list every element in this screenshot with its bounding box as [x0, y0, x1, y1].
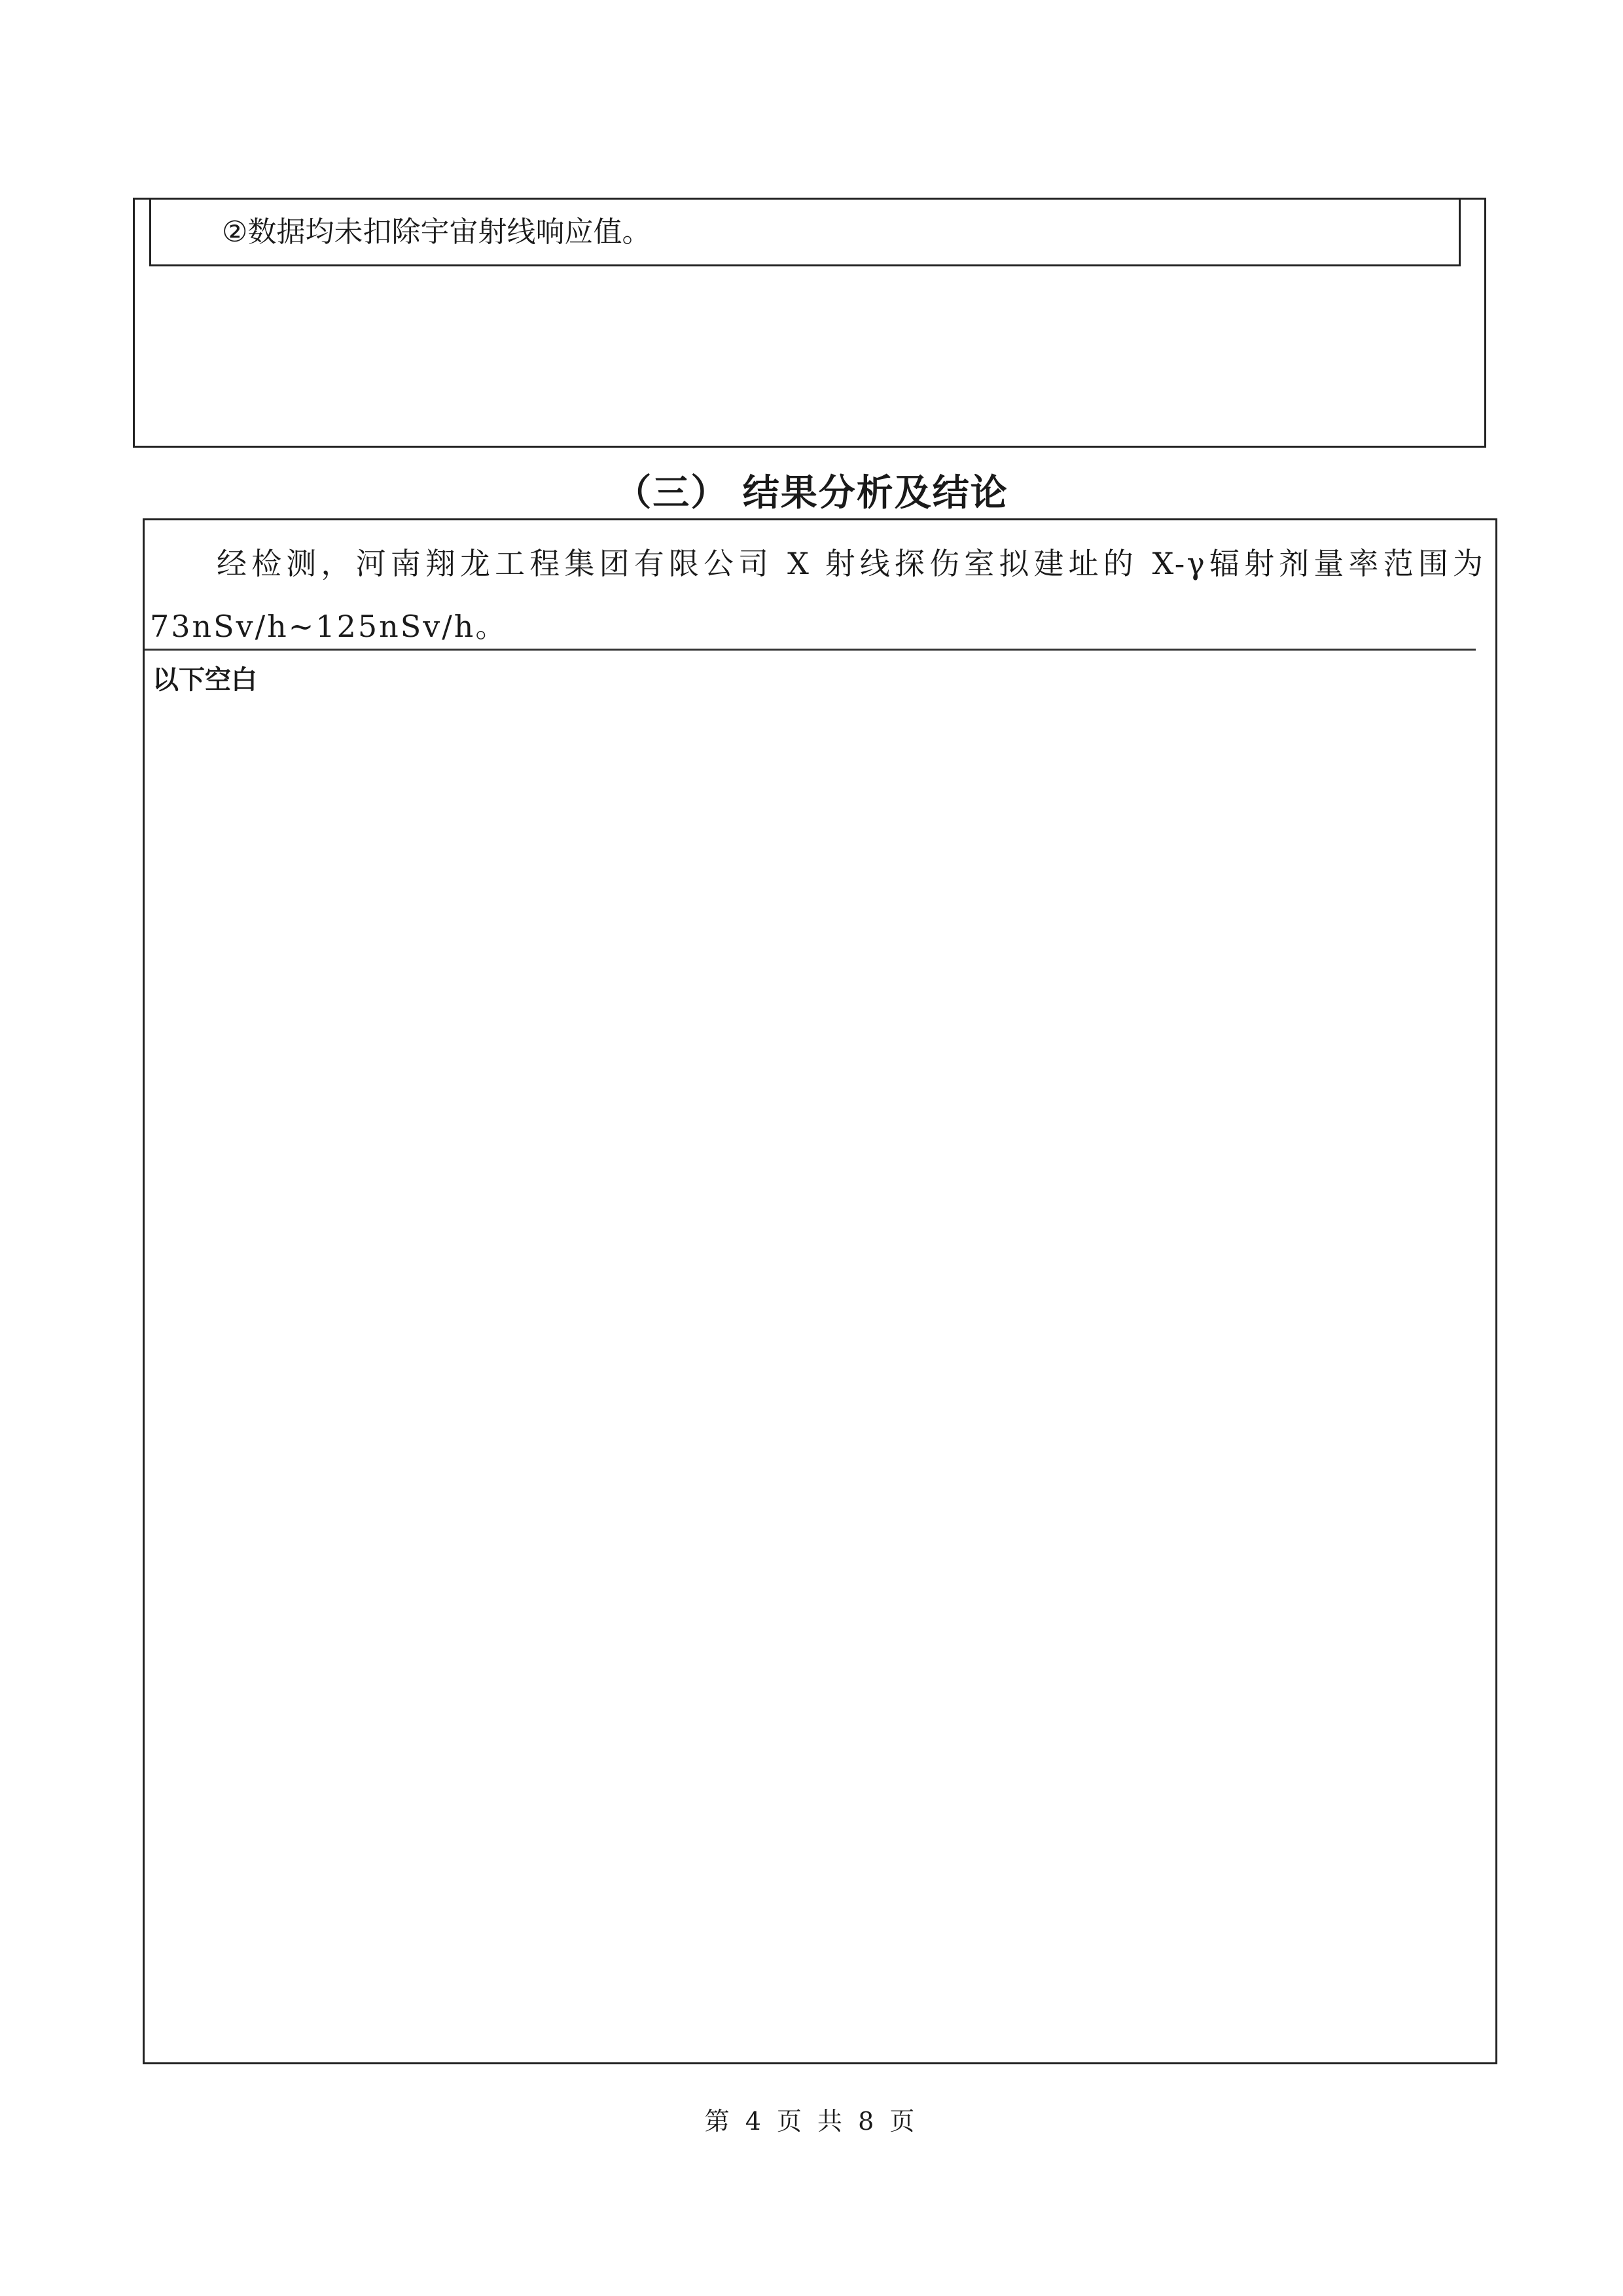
notes-table-box — [133, 198, 1486, 448]
blank-below-note: 以下空白 — [152, 665, 257, 695]
conclusion-box — [143, 518, 1497, 2064]
notes-cell — [149, 200, 1461, 266]
section-title: （三） 结果分析及结论 — [615, 472, 1008, 514]
cosmic-ray-note: ②数据均未扣除宇宙射线响应值。 — [222, 215, 651, 249]
conclusion-paragraph: 经检测，河南翔龙工程集团有限公司 X 射线探伤室拟建址的 X-γ辐射剂量率范围为 73nSv/h~125nSv/h。 — [150, 546, 1485, 644]
page-number: 第 4 页 共 8 页 — [704, 2107, 919, 2136]
divider-line — [145, 649, 1476, 651]
